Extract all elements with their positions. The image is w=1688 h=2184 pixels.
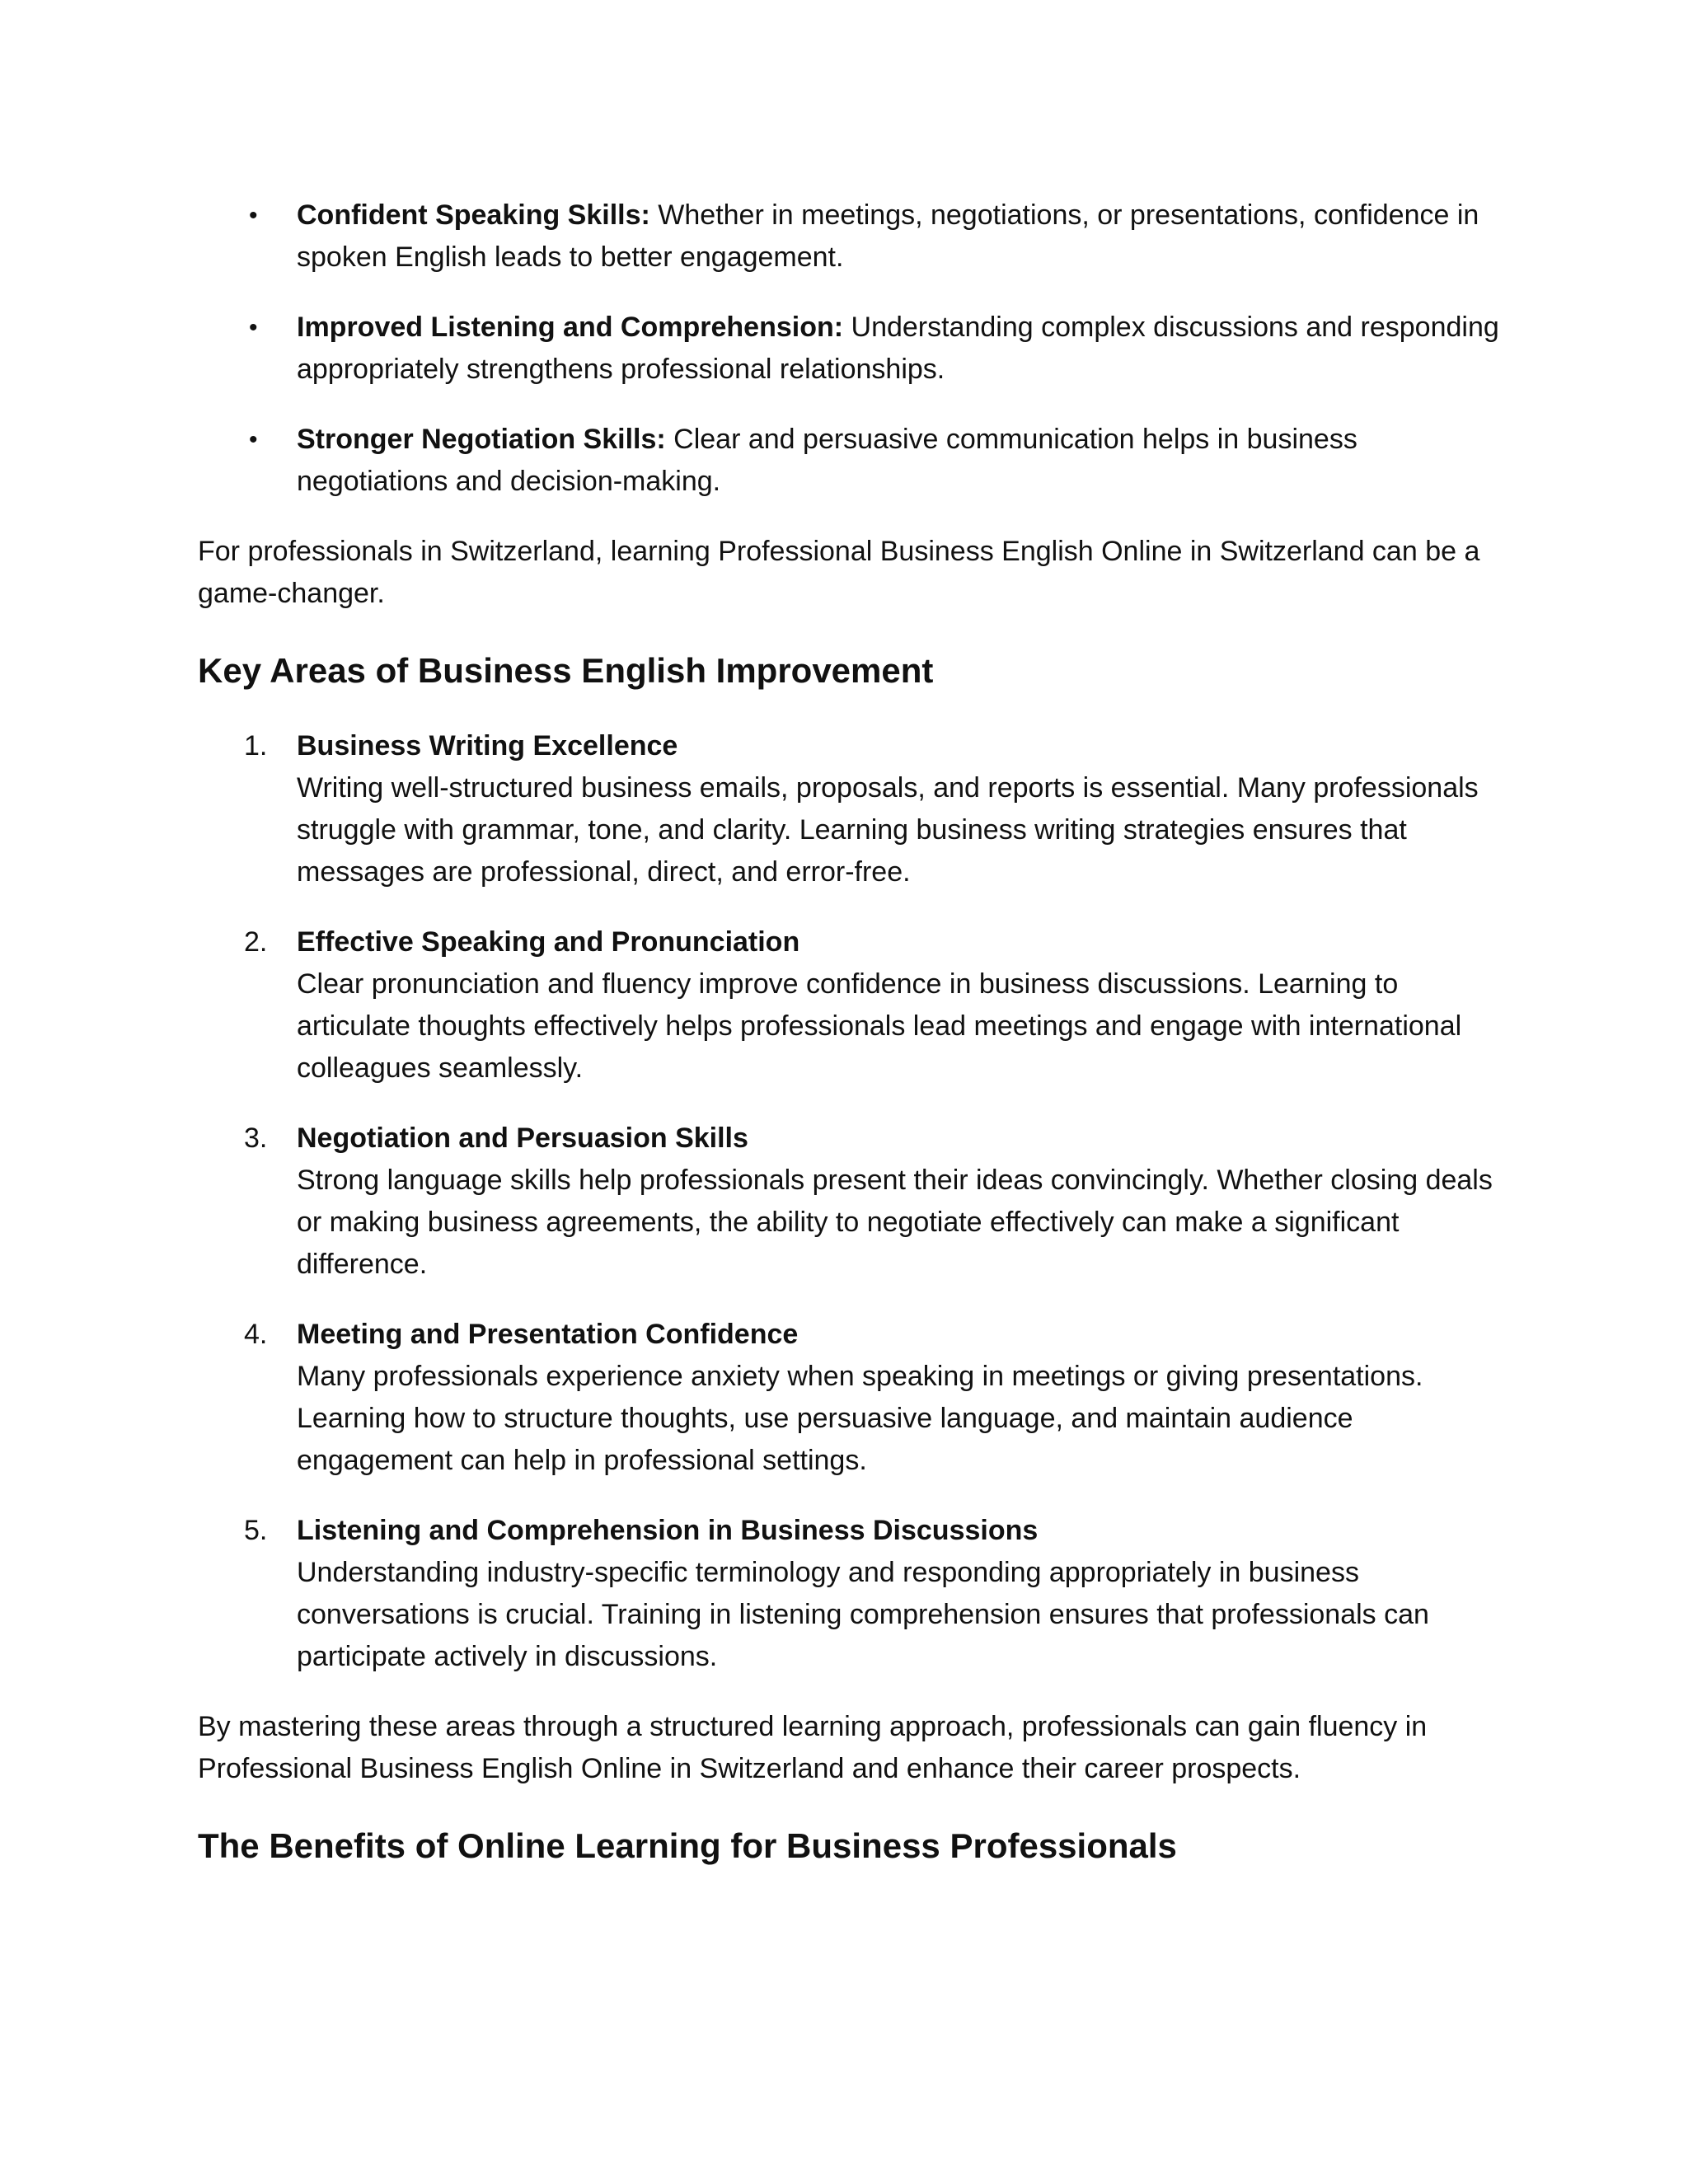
list-item — [198, 1314, 1500, 1482]
list-item-title: Listening and Comprehension in Business Discussions — [297, 1515, 1039, 1546]
bullet-marker: • — [249, 202, 258, 229]
list-item — [198, 921, 1500, 1090]
list-item — [198, 1118, 1500, 1286]
list-item-text: Clear pronunciation and fluency improve confidence in business discussions. Learning to articulate thoughts effectively helps professionals lead meetings and engage with international colleagues seamlessly. — [297, 968, 1462, 1084]
bullet-marker: • — [249, 314, 258, 341]
list-number: 2. — [244, 926, 268, 958]
list-item-text: Understanding complex discussions and responding appropriately strengthens professional relationships. — [297, 312, 1499, 385]
list-item-title: Business Writing Excellence — [297, 730, 678, 762]
list-number: 3. — [244, 1122, 268, 1154]
list-number: 5. — [244, 1515, 268, 1546]
list-item-text: Writing well-structured business emails, proposals, and reports is essential. Many professionals struggle with grammar, tone, and clarity. Learning business writing strategies ensures that messages are professional, direct, and error-free. — [297, 772, 1479, 888]
list-item — [198, 419, 1500, 503]
intro-paragraph: For professionals in Switzerland, learning Professional Business English Online in Switzerland can be a game-changer. — [198, 536, 1480, 609]
list-number: 4. — [244, 1319, 268, 1350]
list-item-title: Confident Speaking Skills: — [297, 199, 650, 231]
key-areas-numbered-list — [198, 725, 1500, 1678]
list-item-text: Clear and persuasive communication helps in business negotiations and decision-making. — [297, 424, 1357, 497]
benefits-bullet-list — [198, 194, 1500, 503]
page-content — [198, 194, 1500, 1900]
list-item-title: Stronger Negotiation Skills: — [297, 424, 666, 455]
list-item-text: Understanding industry-specific terminology and responding appropriately in business conversations is crucial. Training in listening comprehension ensures that professionals can participate actively in discussions. — [297, 1557, 1429, 1672]
list-item-title: Meeting and Presentation Confidence — [297, 1319, 799, 1350]
list-item-title: Negotiation and Persuasion Skills — [297, 1122, 748, 1154]
bullet-marker: • — [249, 426, 258, 453]
summary-paragraph: By mastering these areas through a structured learning approach, professionals can gain fluency in Professional Business English Online in Switzerland and enhance their career prospects. — [198, 1711, 1428, 1784]
list-item-title: Improved Listening and Comprehension: — [297, 312, 844, 343]
list-item-text: Many professionals experience anxiety when speaking in meetings or giving presentations. Learning how to structure thoughts, use persuasive language, and maintain audience engagement can help in professional settings. — [297, 1361, 1423, 1476]
list-item-text: Whether in meetings, negotiations, or presentations, confidence in spoken English leads to better engagement. — [297, 199, 1479, 273]
list-item — [198, 194, 1500, 279]
list-number: 1. — [244, 730, 268, 762]
section-heading-online-learning: The Benefits of Online Learning for Business Professionals — [198, 1826, 1177, 1865]
list-item — [198, 1510, 1500, 1678]
section-heading-key-areas: Key Areas of Business English Improvement — [198, 651, 934, 690]
list-item — [198, 307, 1500, 391]
list-item-title: Effective Speaking and Pronunciation — [297, 926, 800, 958]
list-item — [198, 725, 1500, 893]
list-item-text: Strong language skills help professionals present their ideas convincingly. Whether closing deals or making business agreements, the ability to negotiate effectively can make a significant difference. — [297, 1165, 1493, 1280]
